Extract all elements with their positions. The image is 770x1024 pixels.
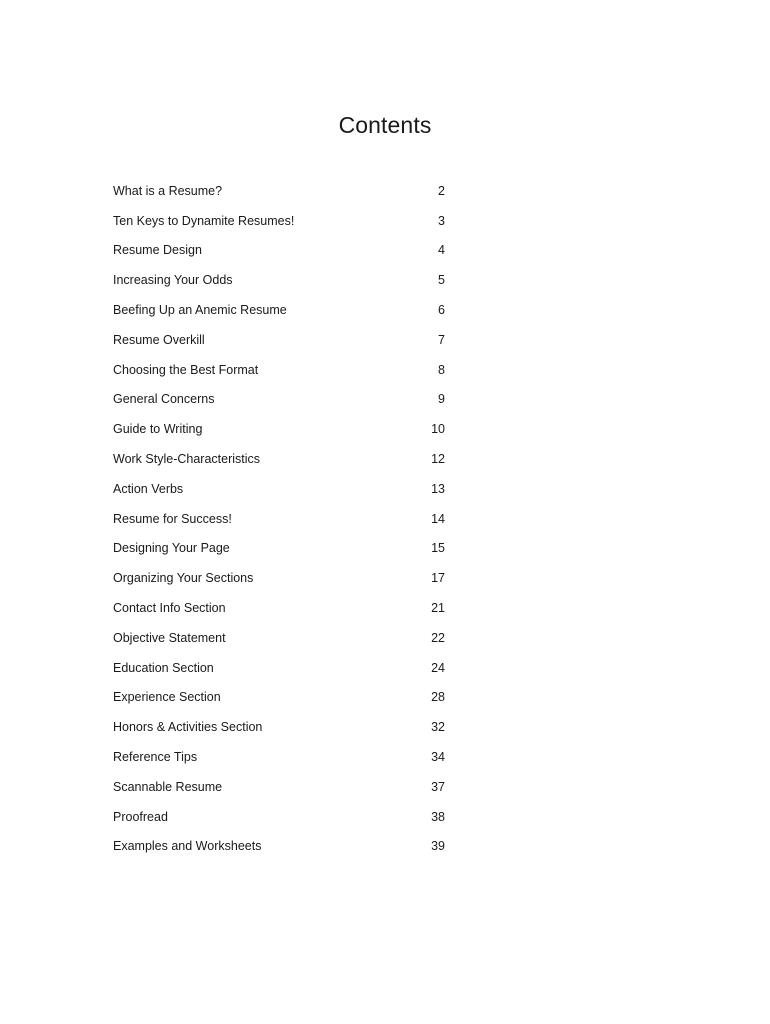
toc-entry-title: General Concerns bbox=[113, 392, 215, 407]
toc-entry-page-number: 13 bbox=[431, 481, 445, 496]
toc-entry bbox=[113, 683, 445, 713]
toc-entry-title: Ten Keys to Dynamite Resumes! bbox=[113, 213, 295, 228]
toc-entry-title: Scannable Resume bbox=[113, 779, 223, 794]
toc-entry-page-number: 24 bbox=[431, 660, 445, 675]
toc-entry-title: Examples and Worksheets bbox=[113, 839, 262, 854]
toc-entry bbox=[113, 295, 445, 325]
toc-entry bbox=[113, 772, 445, 802]
toc-entry-page-number: 32 bbox=[431, 720, 445, 735]
toc-entry bbox=[113, 265, 445, 295]
toc-entry bbox=[113, 563, 445, 593]
toc-entry bbox=[113, 653, 445, 683]
page-title: Contents bbox=[338, 112, 432, 138]
toc-entry-page-number: 17 bbox=[431, 571, 445, 586]
toc-entry-page-number: 28 bbox=[431, 690, 445, 705]
toc-entry bbox=[113, 206, 445, 236]
toc-entry-title: Organizing Your Sections bbox=[113, 571, 254, 586]
toc-entry-page-number: 6 bbox=[438, 303, 445, 318]
toc-entry-title: Resume Overkill bbox=[113, 332, 205, 347]
toc-entry-title: Beefing Up an Anemic Resume bbox=[113, 303, 287, 318]
toc-entry bbox=[113, 325, 445, 355]
toc-entry-title: What is a Resume? bbox=[113, 183, 223, 198]
toc-entry-title: Choosing the Best Format bbox=[113, 362, 259, 377]
toc-entry bbox=[113, 176, 445, 206]
toc-entry-title: Education Section bbox=[113, 660, 214, 675]
toc-entry bbox=[113, 236, 445, 266]
toc-entry-page-number: 4 bbox=[438, 243, 445, 258]
toc-entry-page-number: 2 bbox=[438, 183, 445, 198]
toc-entry-page-number: 34 bbox=[431, 750, 445, 765]
toc-entry bbox=[113, 593, 445, 623]
toc-entry-page-number: 21 bbox=[431, 601, 445, 616]
toc-entry bbox=[113, 534, 445, 564]
toc-entry-page-number: 15 bbox=[431, 541, 445, 556]
toc-entry bbox=[113, 444, 445, 474]
table-of-contents bbox=[113, 176, 445, 861]
toc-entry-title: Increasing Your Odds bbox=[113, 273, 233, 288]
toc-entry-title: Resume Design bbox=[113, 243, 202, 258]
toc-entry bbox=[113, 474, 445, 504]
toc-entry bbox=[113, 385, 445, 415]
toc-entry bbox=[113, 742, 445, 772]
toc-entry-page-number: 7 bbox=[438, 332, 445, 347]
toc-entry-title: Reference Tips bbox=[113, 750, 198, 765]
toc-entry bbox=[113, 712, 445, 742]
toc-entry bbox=[113, 802, 445, 832]
toc-entry-page-number: 39 bbox=[431, 839, 445, 854]
toc-entry-title: Action Verbs bbox=[113, 481, 184, 496]
toc-entry-page-number: 22 bbox=[431, 630, 445, 645]
toc-entry-title: Objective Statement bbox=[113, 630, 226, 645]
toc-entry bbox=[113, 414, 445, 444]
toc-entry-page-number: 38 bbox=[431, 809, 445, 824]
toc-entry bbox=[113, 623, 445, 653]
toc-entry-title: Designing Your Page bbox=[113, 541, 230, 556]
toc-entry-page-number: 37 bbox=[431, 779, 445, 794]
toc-entry-title: Proofread bbox=[113, 809, 168, 824]
toc-entry-page-number: 10 bbox=[431, 422, 445, 437]
toc-entry-title: Honors & Activities Section bbox=[113, 720, 263, 735]
toc-entry-title: Resume for Success! bbox=[113, 511, 232, 526]
toc-entry-title: Work Style-Characteristics bbox=[113, 452, 261, 467]
toc-entry-title: Contact Info Section bbox=[113, 601, 226, 616]
toc-entry bbox=[113, 355, 445, 385]
toc-entry-page-number: 12 bbox=[431, 452, 445, 467]
toc-entry-page-number: 5 bbox=[438, 273, 445, 288]
toc-entry bbox=[113, 832, 445, 862]
toc-entry bbox=[113, 504, 445, 534]
toc-entry-title: Guide to Writing bbox=[113, 422, 203, 437]
toc-entry-page-number: 8 bbox=[438, 362, 445, 377]
toc-entry-title: Experience Section bbox=[113, 690, 221, 705]
toc-entry-page-number: 14 bbox=[431, 511, 445, 526]
toc-entry-page-number: 9 bbox=[438, 392, 445, 407]
toc-entry-page-number: 3 bbox=[438, 213, 445, 228]
